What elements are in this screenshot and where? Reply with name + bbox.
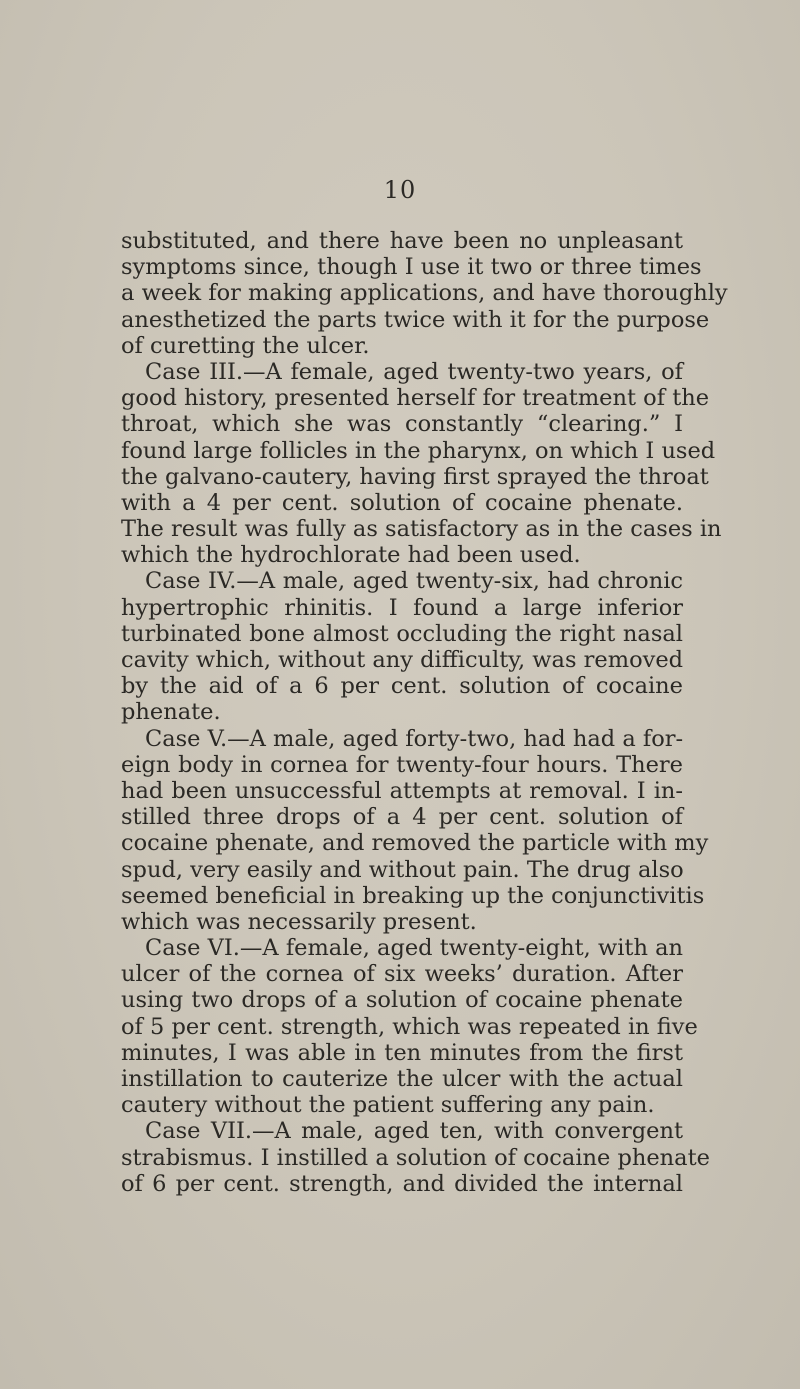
text-line: throat, which she was constantly “clearing.” I <box>121 411 683 438</box>
text-line: with a 4 per cent. solution of cocaine phenate. <box>121 489 683 516</box>
text-line: phenate. <box>121 699 221 726</box>
text-line: which was necessarily present. <box>121 908 477 935</box>
text-line: strabismus. I instilled a solution of cocaine phenate <box>121 1144 710 1171</box>
text-line: seemed beneficial in breaking up the conjunctivitis <box>121 882 705 909</box>
text-line: of 5 per cent. strength, which was repeated in five <box>121 1013 698 1040</box>
text-line: Case V.—A male, aged forty-two, had had a for- <box>145 725 684 752</box>
text-line: ulcer of the cornea of six weeks’ duration. After <box>121 961 683 988</box>
text-line: symptoms since, though I use it two or three times <box>121 254 702 281</box>
text-line: Case IV.—A male, aged twenty-six, had chronic <box>145 568 683 595</box>
text-line: of curetting the ulcer. <box>121 332 370 359</box>
text-line: Case VI.—A female, aged twenty-eight, with an <box>145 935 683 962</box>
text-line: spud, very easily and without pain. The drug also <box>121 856 684 883</box>
page-number: 10 <box>383 176 417 204</box>
text-line: cavity which, without any difficulty, was removed <box>121 647 684 673</box>
text-line: minutes, I was able in ten minutes from the first <box>121 1039 683 1066</box>
text-line: using two drops of a solution of cocaine phenate <box>121 987 683 1014</box>
text-line: cautery without the patient suffering any pain. <box>121 1092 655 1119</box>
text-line: of 6 per cent. strength, and divided the internal <box>121 1170 683 1197</box>
text-line: substituted, and there have been no unpleasant <box>121 228 683 254</box>
text-line: hypertrophic rhinitis. I found a large inferior <box>121 594 683 621</box>
text-line: The result was fully as satisfactory as in the cases in <box>121 516 722 543</box>
text-line: found large follicles in the pharynx, on which I used <box>121 437 716 464</box>
text-line: stilled three drops of a 4 per cent. solution of <box>121 804 683 831</box>
text-line: eign body in cornea for twenty-four hours. There <box>121 751 683 778</box>
text-line: the galvano-cautery, having first sprayed the throat <box>121 463 709 490</box>
text-line: good history, presented herself for treatment of the <box>121 385 710 412</box>
text-line: anesthetized the parts twice with it for the purpose <box>121 306 710 333</box>
text-line: had been unsuccessful attempts at removal. I in- <box>121 777 683 804</box>
text-line: a week for making applications, and have thoroughly <box>121 280 728 307</box>
text-line: cocaine phenate, and removed the particle with my <box>121 830 709 857</box>
text-line: instillation to cauterize the ulcer with the actual <box>121 1066 683 1092</box>
text-line: Case III.—A female, aged twenty-two years, of <box>145 358 683 385</box>
text-line: by the aid of a 6 per cent. solution of cocaine <box>121 673 683 700</box>
text-line: turbinated bone almost occluding the right nasal <box>121 620 683 647</box>
text-line: Case VII.—A male, aged ten, with convergent <box>145 1118 683 1145</box>
body-text <box>121 228 728 1197</box>
text-line: which the hydrochlorate had been used. <box>121 542 581 569</box>
